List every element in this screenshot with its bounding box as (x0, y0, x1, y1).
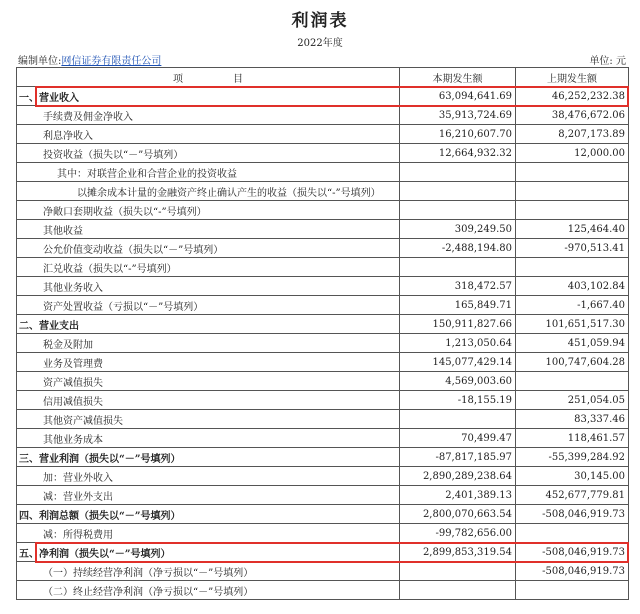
prior-value (516, 258, 629, 277)
row-label: 汇兑收益（损失以“-”号填列） (17, 258, 400, 277)
table-row (17, 201, 629, 220)
table-row (17, 391, 629, 410)
current-value (400, 201, 516, 220)
row-label: 净敞口套期收益（损失以“-”号填列） (17, 201, 400, 220)
current-value (400, 562, 516, 581)
table-row (17, 429, 629, 448)
table-row (17, 315, 629, 334)
prior-value: 46,252,232.38 (516, 87, 629, 106)
org-name-link[interactable]: 网信证券有限责任公司 (61, 56, 162, 67)
current-value: 318,472.57 (400, 277, 516, 296)
current-value: 150,911,827.66 (400, 315, 516, 334)
table-row (17, 524, 629, 543)
row-label: 投资收益（损失以“－”号填列） (17, 144, 400, 163)
row-label: 税金及附加 (17, 334, 400, 353)
current-value: -18,155.19 (400, 391, 516, 410)
org-info (18, 52, 161, 67)
prior-value: 100,747,604.28 (516, 353, 629, 372)
prior-value (516, 201, 629, 220)
unit-label: 单位: 元 (589, 56, 626, 67)
row-label: 其他业务成本 (17, 429, 400, 448)
table-row (17, 163, 629, 182)
table-row (17, 106, 629, 125)
row-label: （二）终止经营净利润（净亏损以“－”号填列） (17, 581, 400, 600)
report-meta (18, 52, 626, 66)
row-label: 加：营业外收入 (17, 467, 400, 486)
prior-value: 452,677,779.81 (516, 486, 629, 505)
current-value: 2,401,389.13 (400, 486, 516, 505)
header-prior: 上期发生额 (516, 68, 629, 87)
prior-value (516, 372, 629, 391)
report-year: 2022年度 (297, 38, 343, 49)
table-header-row (17, 68, 629, 87)
prior-value (516, 163, 629, 182)
current-value: 2,890,289,238.64 (400, 467, 516, 486)
prior-value: 125,464.40 (516, 220, 629, 239)
table-row (17, 410, 629, 429)
table-row (17, 182, 629, 201)
table-row (17, 296, 629, 315)
prior-value (516, 524, 629, 543)
prior-value: -508,046,919.73 (516, 562, 629, 581)
prior-value: -508,046,919.73 (516, 543, 629, 562)
table-row (17, 87, 629, 106)
current-value: 2,899,853,319.54 (400, 543, 516, 562)
row-label: 资产减值损失 (17, 372, 400, 391)
table-row (17, 505, 629, 524)
prior-value (516, 182, 629, 201)
row-label: 以摊余成本计量的金融资产终止确认产生的收益（损失以“-”号填列） (17, 182, 400, 201)
prior-value: -970,513.41 (516, 239, 629, 258)
row-label: 资产处置收益（亏损以“－”号填列） (17, 296, 400, 315)
prior-value: 118,461.57 (516, 429, 629, 448)
table-body (17, 87, 629, 600)
table-row (17, 486, 629, 505)
prior-value: 38,476,672.06 (516, 106, 629, 125)
row-label: 信用减值损失 (17, 391, 400, 410)
current-value: 63,094,641.69 (400, 87, 516, 106)
prior-value: 30,145.00 (516, 467, 629, 486)
header-current: 本期发生额 (400, 68, 516, 87)
table-row (17, 353, 629, 372)
prior-value: 403,102.84 (516, 277, 629, 296)
row-label: 业务及管理费 (17, 353, 400, 372)
row-label: 一、营业收入 (17, 87, 400, 106)
current-value: 35,913,724.69 (400, 106, 516, 125)
prior-value: -508,046,919.73 (516, 505, 629, 524)
current-value: 145,077,429.14 (400, 353, 516, 372)
table-row (17, 144, 629, 163)
row-label: 二、营业支出 (17, 315, 400, 334)
row-label: 减：所得税费用 (17, 524, 400, 543)
table-row (17, 220, 629, 239)
table-row (17, 372, 629, 391)
row-label: 其他收益 (17, 220, 400, 239)
current-value (400, 182, 516, 201)
prior-value: 83,337.46 (516, 410, 629, 429)
header-item: 项 目 (17, 68, 400, 87)
row-label: 手续费及佣金净收入 (17, 106, 400, 125)
prior-value: 251,054.05 (516, 391, 629, 410)
prior-value: -55,399,284.92 (516, 448, 629, 467)
current-value (400, 258, 516, 277)
current-value: 2,800,070,663.54 (400, 505, 516, 524)
table-row (17, 562, 629, 581)
current-value: -99,782,656.00 (400, 524, 516, 543)
current-value: 12,664,932.32 (400, 144, 516, 163)
prior-value: -1,667.40 (516, 296, 629, 315)
table-row (17, 239, 629, 258)
table-row (17, 277, 629, 296)
table-row (17, 125, 629, 144)
table-row (17, 543, 629, 562)
table-row (17, 581, 629, 600)
table-row (17, 258, 629, 277)
row-label: 减：营业外支出 (17, 486, 400, 505)
prior-value: 451,059.94 (516, 334, 629, 353)
current-value (400, 581, 516, 600)
prior-value (516, 581, 629, 600)
current-value: 4,569,003.60 (400, 372, 516, 391)
org-label: 编制单位: (18, 56, 62, 67)
table-row (17, 467, 629, 486)
row-label: 其他业务收入 (17, 277, 400, 296)
income-statement-table (16, 67, 629, 600)
row-label: 其中：对联营企业和合营企业的投资收益 (17, 163, 400, 182)
current-value: -2,488,194.80 (400, 239, 516, 258)
current-value (400, 410, 516, 429)
row-label: 五、净利润（损失以“－”号填列） (17, 543, 400, 562)
row-label: 公允价值变动收益（损失以“－”号填列） (17, 239, 400, 258)
current-value: 165,849.71 (400, 296, 516, 315)
current-value: -87,817,185.97 (400, 448, 516, 467)
table-row (17, 448, 629, 467)
row-label: 三、营业利润（损失以“－”号填列） (17, 448, 400, 467)
row-label: （一）持续经营净利润（净亏损以“－”号填列） (17, 562, 400, 581)
report-title: 利润表 (291, 11, 349, 31)
current-value: 309,249.50 (400, 220, 516, 239)
row-label: 利息净收入 (17, 125, 400, 144)
current-value: 1,213,050.64 (400, 334, 516, 353)
table-row (17, 334, 629, 353)
current-value: 70,499.47 (400, 429, 516, 448)
prior-value: 101,651,517.30 (516, 315, 629, 334)
prior-value: 8,207,173.89 (516, 125, 629, 144)
current-value (400, 163, 516, 182)
current-value: 16,210,607.70 (400, 125, 516, 144)
row-label: 四、利润总额（损失以“－”号填列） (17, 505, 400, 524)
row-label: 其他资产减值损失 (17, 410, 400, 429)
prior-value: 12,000.00 (516, 144, 629, 163)
